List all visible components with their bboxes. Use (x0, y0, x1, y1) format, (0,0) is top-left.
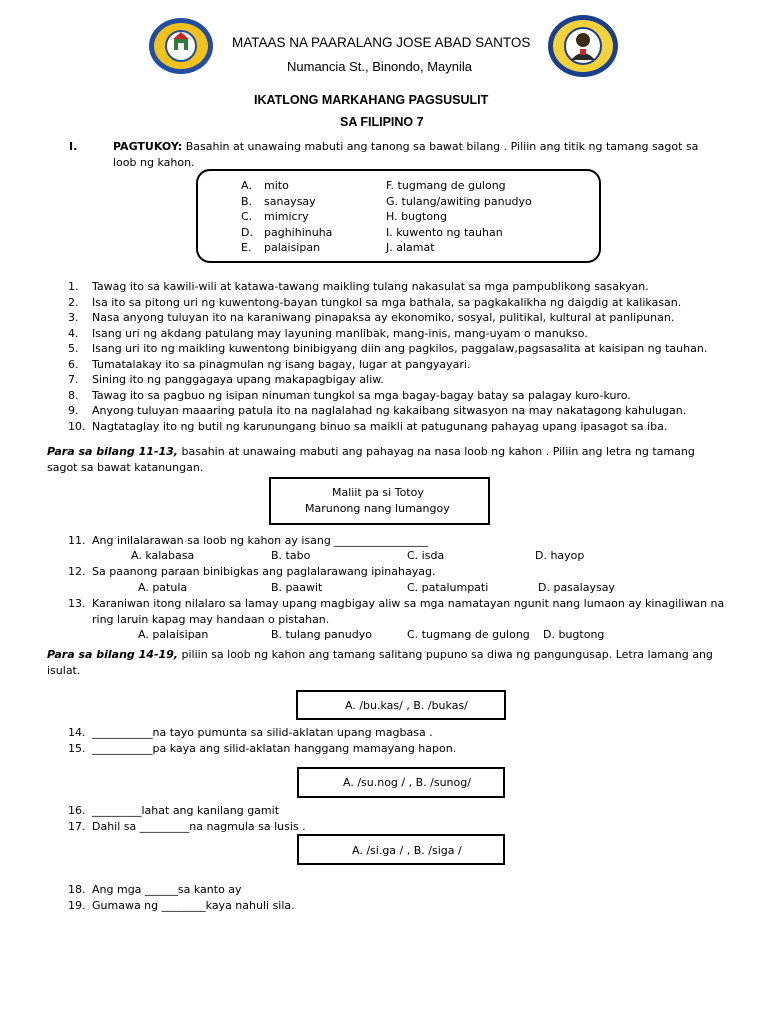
word-box-1-text: A. /bu.kas/ , B. /bukas/ (345, 699, 468, 712)
choices-left-column (241, 178, 332, 256)
question-15 (68, 741, 456, 757)
choice-a: A. palaisipan (138, 628, 209, 641)
choice-f: F. tugmang de gulong (386, 179, 506, 192)
question-text: Ang mga ______sa kanto ay (92, 883, 242, 896)
choice-letter: B. (241, 194, 253, 208)
choice-d: D. hayop (535, 549, 585, 562)
question-text: Sining ito ng panggagaya upang makapagbigay aliw. (92, 373, 384, 386)
question-text: Anyong tuluyan maaaring patula ito na naglalahad ng kakaibang sitwasyon na may nakatagong kahulugan. (92, 404, 687, 417)
choice-d: D. pasalaysay (538, 581, 615, 594)
choice-letter: E. (241, 241, 252, 254)
exam-subtitle: SA FILIPINO 7 (340, 115, 424, 129)
question-number: 5. (68, 342, 79, 355)
choice-g: G. tulang/awiting panudyo (386, 194, 532, 208)
part2-instruction-a: basahin at unawaing mabuti ang pahayag na nasa loob ng kahon . Piliin ang letra ng tamang (178, 445, 695, 458)
question-number: 16. (68, 804, 86, 817)
choice-text: mimicry (264, 210, 309, 223)
question-13-text-b: ring laruin kapag may handaan o pistahan. (92, 613, 330, 626)
school-address: Numancia St., Binondo, Maynila (287, 59, 472, 74)
question-text: Isang uri ng akdang patulang may layuning manlibak, mang-inis, mang-uyam o manukso. (92, 326, 588, 340)
choice-a (241, 178, 332, 194)
question-number: 15. (68, 742, 86, 755)
question-16 (68, 803, 279, 819)
choice-a: A. kalabasa (131, 549, 195, 562)
question-text: Tawag ito sa pagbuo ng isipan ninuman tungkol sa mga bagay-bagay batay sa palagay kuro-kuro. (92, 388, 631, 402)
division-logo (149, 18, 213, 74)
question-number: 1. (68, 280, 79, 293)
choice-i: I. kuwento ng tauhan (386, 225, 503, 239)
choice-text: sanaysay (264, 194, 316, 208)
part1-instruction-a: Basahin at unawaing mabuti ang tanong sa bawat bilang . Piliin ang titik ng tamang sagot sa (182, 140, 699, 153)
question-item (68, 419, 707, 435)
choice-b: B. tulang panudyo (271, 628, 372, 641)
question-item (68, 279, 707, 295)
question-number: 10. (68, 419, 86, 433)
riddle-line-2: Marunong nang lumangoy (305, 502, 450, 515)
question-number: 14. (68, 726, 86, 739)
question-14 (68, 725, 433, 741)
part2-instruction-b: sagot sa bawat katanungan. (47, 461, 204, 474)
question-item (68, 357, 707, 373)
choice-e (241, 240, 332, 256)
question-item (68, 310, 707, 326)
choice-b: B. paawit (271, 581, 323, 594)
part3-instruction (47, 647, 713, 663)
question-item (68, 295, 707, 311)
question-item (68, 388, 707, 404)
choice-letter: A. (241, 179, 252, 192)
question-number: 3. (68, 311, 79, 324)
school-name: MATAAS NA PAARALANG JOSE ABAD SANTOS (232, 35, 531, 50)
question-text: Sa paanong paraan binibigkas ang paglalarawang ipinahayag. (92, 565, 436, 578)
choice-text: palaisipan (264, 241, 321, 254)
question-12-choices (0, 580, 768, 596)
question-text: Isa ito sa pitong uri ng kuwentong-bayan tungkol sa mga bathala, sa pagkakalikha ng daigdig at kalikasan. (92, 295, 682, 309)
choice-j: J. alamat (386, 241, 435, 254)
question-item (68, 403, 707, 419)
questions-1-10 (68, 279, 707, 434)
part1-instruction (113, 139, 698, 155)
question-number: 12. (68, 565, 86, 578)
word-box-3-text: A. /si.ga / , B. /siga / (352, 844, 462, 857)
choice-c: C. isda (407, 549, 445, 562)
question-text: Nagtataglay ito ng butil ng karunungang binuo sa maikli at patugunang pahayag upang ipasagot sa iba. (92, 419, 668, 433)
question-text: Ang inilalarawan sa loob ng kahon ay isang _________________ (92, 534, 428, 547)
part1-instruction-b: loob ng kahon. (113, 156, 195, 169)
part2-lead: Para sa bilang 11-13, (47, 445, 178, 458)
question-number: 7. (68, 373, 79, 386)
question-number: 6. (68, 357, 79, 371)
question-number: 9. (68, 404, 79, 417)
question-text: Tawag ito sa kawili-wili at katawa-tawang maikling tulang nakasulat sa mga pampublikong sasakyan. (92, 280, 649, 293)
question-17 (68, 819, 306, 835)
choice-d (241, 225, 332, 241)
question-text-a: Karaniwan itong nilalaro sa lamay upang magbigay aliw sa mga namatayan ngunit nang lumaon ay kinagiliwan na (92, 597, 725, 610)
question-11-choices (0, 548, 768, 564)
part1-label: PAGTUKOY: (113, 140, 183, 153)
question-text: Dahil sa _________na nagmula sa lusis . (92, 820, 306, 833)
question-text: ___________na tayo pumunta sa silid-aklatan upang magbasa . (92, 726, 433, 739)
question-13 (68, 596, 724, 612)
part-numeral: I. (69, 140, 78, 153)
choice-text: paghihinuha (264, 225, 333, 239)
choice-b (241, 194, 332, 210)
question-text: Nasa anyong tuluyan ito na karaniwang pinapaksa ay ekonomiko, sosyal, pulitikal, kultural at panlipunan. (92, 311, 675, 324)
riddle-line-1: Maliit pa si Totoy (332, 486, 424, 499)
question-text: Tumatalakay ito sa pinagmulan ng isang bagay, lugar at pangyayari. (92, 357, 471, 371)
question-text: _________lahat ang kanilang gamit (92, 804, 280, 817)
question-item (68, 372, 707, 388)
question-text: ___________pa kaya ang silid-aklatan hanggang mamayang hapon. (92, 742, 457, 755)
question-11 (68, 533, 428, 549)
question-item (68, 341, 707, 357)
question-item (68, 326, 707, 342)
choice-c: C. tugmang de gulong (407, 628, 530, 641)
question-number: 11. (68, 534, 86, 547)
question-number: 13. (68, 597, 86, 610)
question-12 (68, 564, 435, 580)
question-number: 2. (68, 295, 79, 309)
choice-a: A. patula (138, 581, 188, 594)
word-box-2-text: A. /su.nog / , B. /sunog/ (343, 776, 471, 789)
choice-text: mito (264, 179, 289, 192)
exam-title: IKATLONG MARKAHANG PAGSUSULIT (254, 93, 489, 107)
question-19 (68, 898, 295, 914)
part3-instruction-b: isulat. (47, 664, 81, 677)
choices-right-column (386, 178, 532, 256)
choice-letter: D. (241, 225, 253, 239)
choice-h: H. bugtong (386, 210, 448, 223)
question-text: Gumawa ng ________kaya nahuli sila. (92, 899, 295, 912)
choice-d: D. bugtong (543, 628, 605, 641)
part3-lead: Para sa bilang 14-19, (47, 648, 178, 661)
choice-letter: C. (241, 210, 253, 223)
school-logo (548, 15, 618, 77)
question-number: 8. (68, 388, 79, 402)
part3-instruction-a: piliin sa loob ng kahon ang tamang salitang pupuno sa diwa ng pangungusap. Letra lamang ang (178, 648, 713, 661)
choice-b: B. tabo (271, 549, 311, 562)
question-number: 18. (68, 883, 86, 896)
question-13-choices (0, 627, 768, 643)
choice-c (241, 209, 332, 225)
choice-c: C. patalumpati (407, 581, 489, 594)
question-number: 4. (68, 326, 79, 340)
question-number: 17. (68, 820, 86, 833)
question-number: 19. (68, 899, 86, 912)
question-18 (68, 882, 242, 898)
question-text: Isang uri ito ng maikling kuwentong binibigyang diin ang pagkilos, paggalaw,pagsasalita at kaisipan ng tauhan. (92, 342, 708, 355)
part2-instruction (47, 444, 695, 460)
